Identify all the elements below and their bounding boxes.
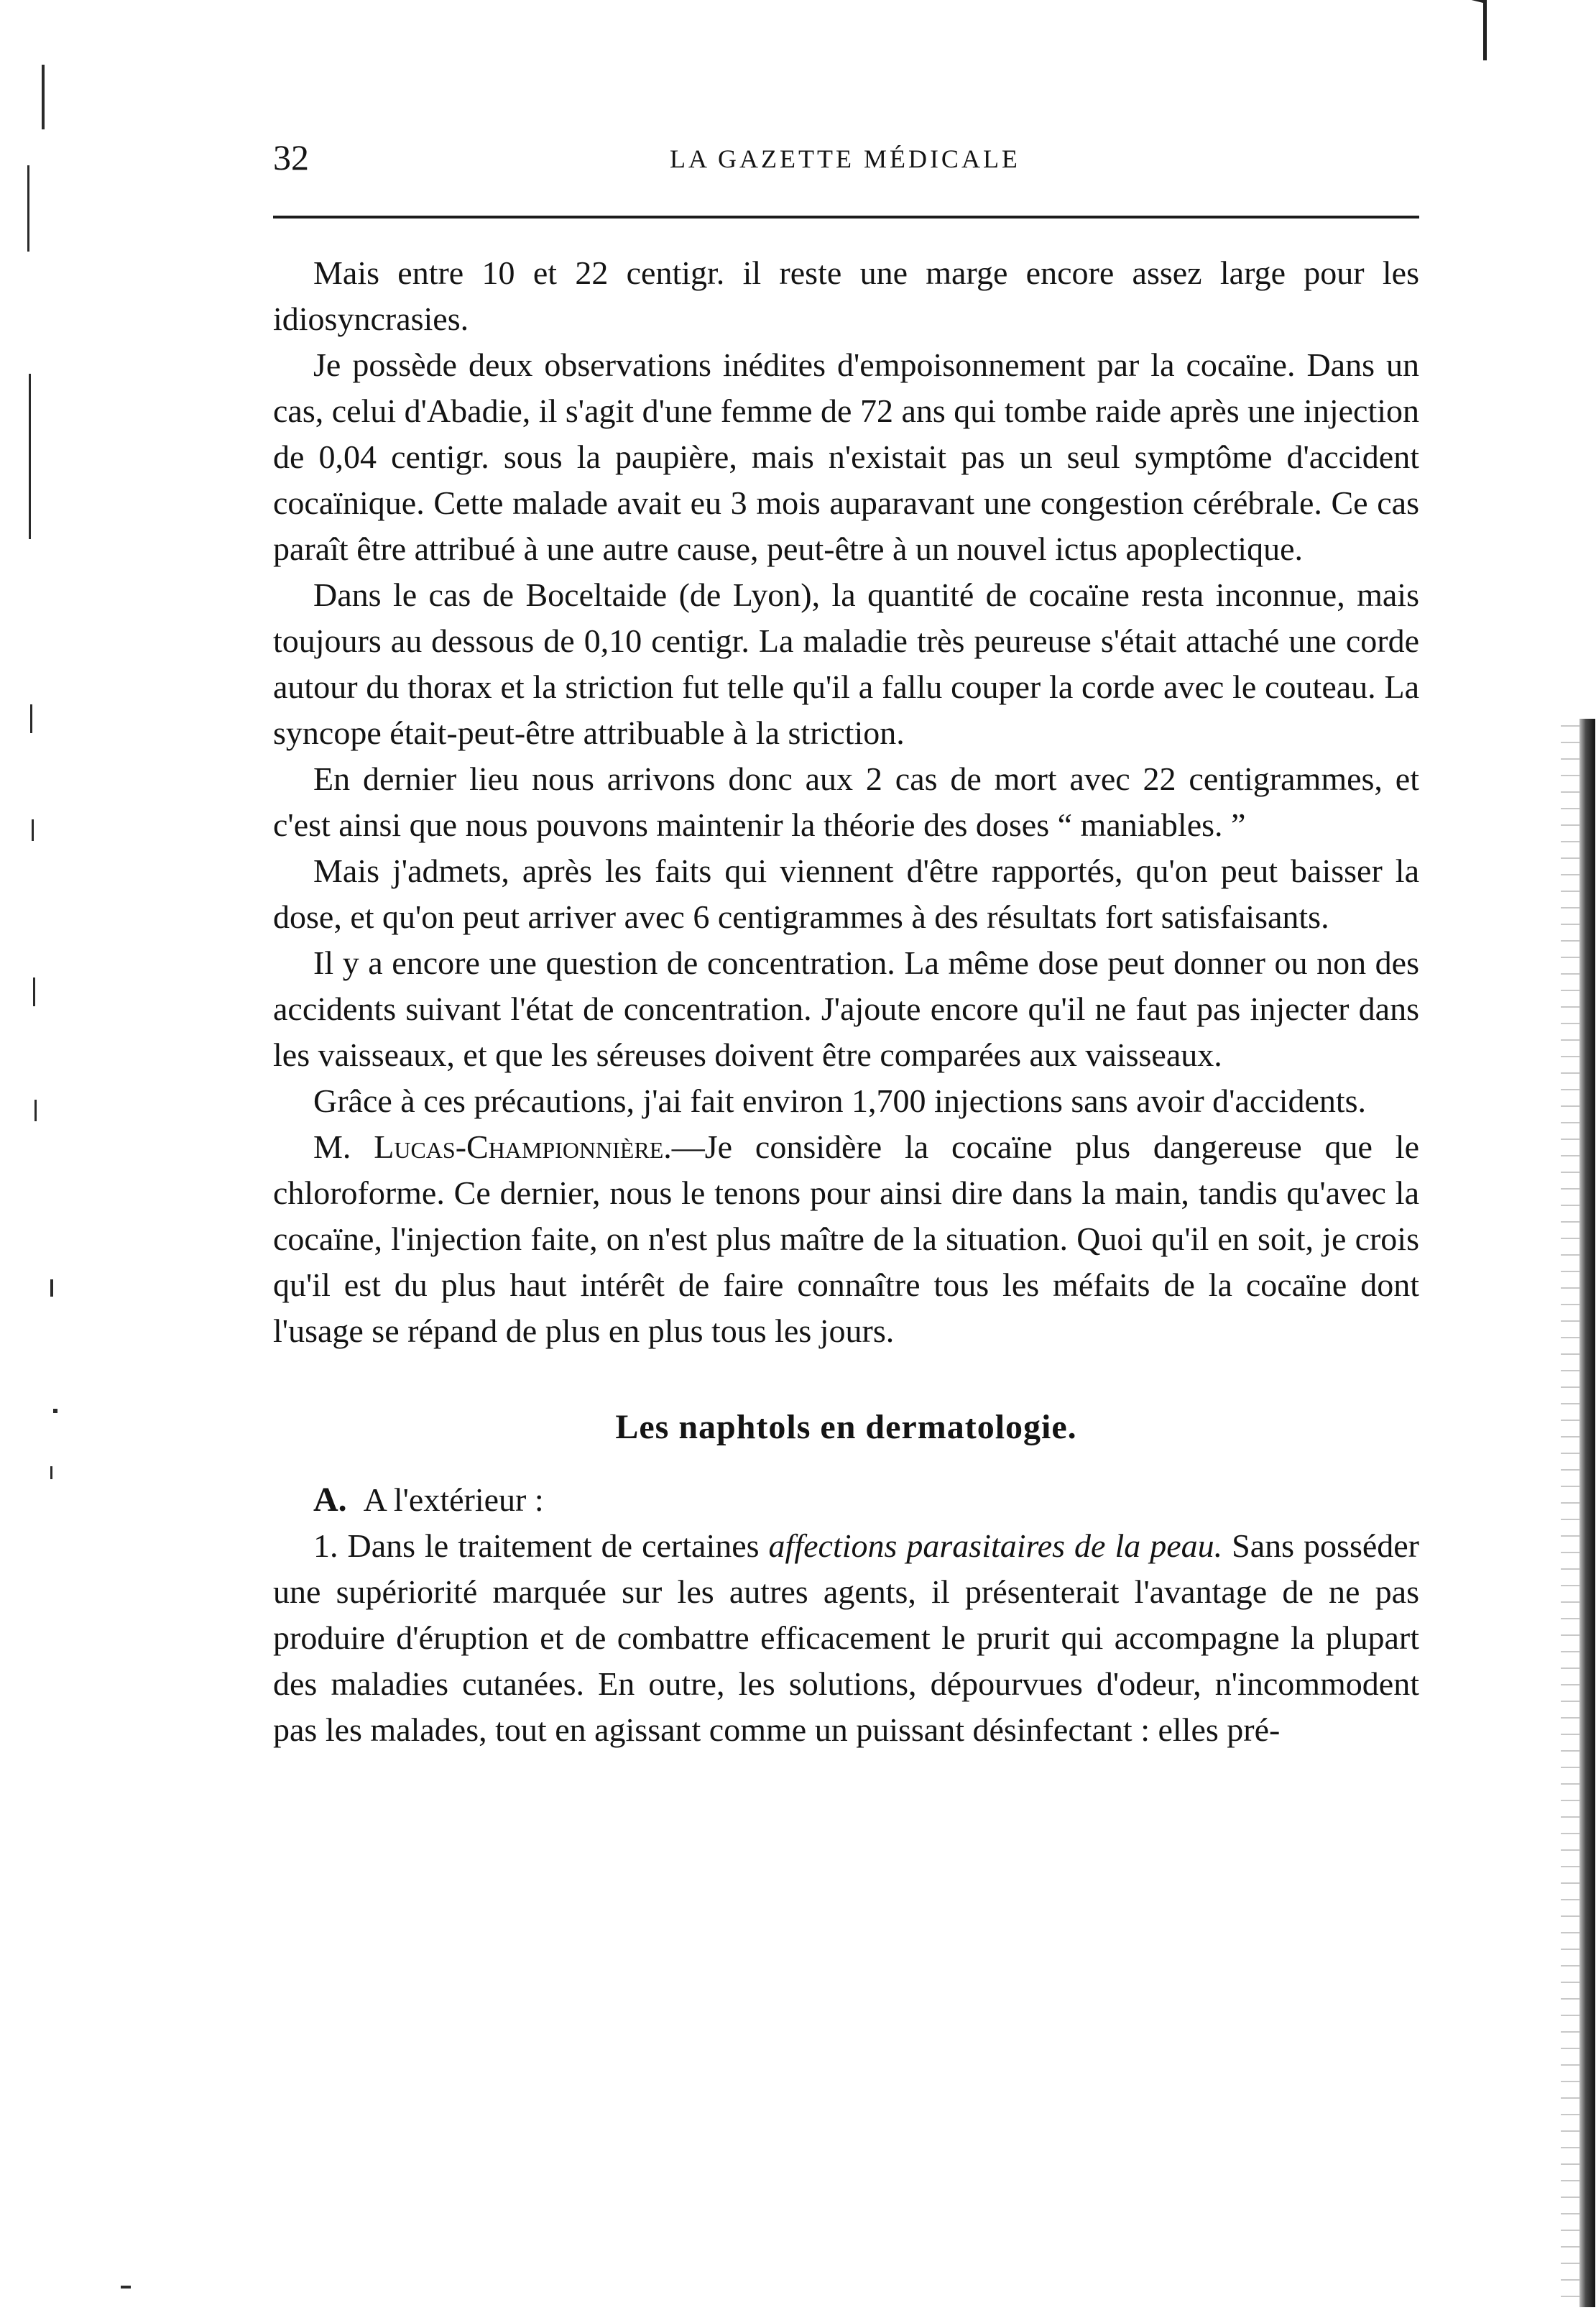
speaker-name: M. Lucas-Championnière. xyxy=(313,1128,672,1165)
paragraph: Mais entre 10 et 22 centigr. il reste une marge encore assez large pour les idiosyncrasies. xyxy=(273,254,1419,337)
item-intro: Dans le traitement de certaines xyxy=(347,1527,769,1564)
header-rule xyxy=(273,216,1419,218)
speech-text: —Je considère la cocaïne plus dangereuse que le chloroforme. Ce dernier, nous le tenons pour ainsi dire dans la main, tandis qu'avec la cocaïne, l'injection faite, on n'est plus maître de la situation. Quoi qu'il en soit, je crois qu'il est du plus haut intérêt de faire connaître tous les méfaits de la cocaïne dont l'usage se répand de plus en plus tous les jours. xyxy=(273,1128,1419,1349)
section-title: Les naphtols en dermatologie. xyxy=(615,1408,1077,1446)
scan-page-edge xyxy=(1561,719,1595,2307)
body-text xyxy=(273,250,1419,1753)
subsection-text: A l'extérieur : xyxy=(363,1481,544,1518)
item-rest: Sans posséder une supériorité marquée sur les autres agents, il présenterait l'avantage de ne pas produire d'éruption et de combattre efficacement le prurit qui accompagne la plupart des maladies cutanées. En outre, les solutions, dépourvues d'odeur, n'incommodent pas les malades, tout en agissant comme un puissant désinfectant : elles pré- xyxy=(273,1527,1419,1748)
paragraph: Mais j'admets, après les faits qui viennent d'être rapportés, qu'on peut baisser la dose, et qu'on peut arriver avec 6 centigrammes à des résultats fort satisfaisants. xyxy=(273,852,1419,935)
paragraph: Grâce à ces précautions, j'ai fait environ 1,700 injections sans avoir d'accidents. xyxy=(313,1082,1367,1119)
list-item xyxy=(273,1523,1419,1753)
page-number: 32 xyxy=(273,137,309,178)
running-title: LA GAZETTE MÉDICALE xyxy=(670,144,1020,173)
paragraph: Il y a encore une question de concentration. La même dose peut donner ou non des accidents suivant l'état de concentration. J'ajoute encore qu'il ne faut pas injecter dans les vaisseaux, et que les séreuses doivent être comparées aux vaisseaux. xyxy=(273,944,1419,1073)
subsection-label: A. xyxy=(313,1481,347,1519)
speech-paragraph xyxy=(273,1124,1419,1354)
paragraph: Dans le cas de Boceltaide (de Lyon), la quantité de cocaïne resta inconnue, mais toujours au dessous de 0,10 centigr. La maladie très peureuse s'était attaché une corde autour du thorax et la striction fut telle qu'il a fallu couper la corde avec le couteau. La syncope était-peut-être attribuable à la striction. xyxy=(273,576,1419,751)
scan-margin-marks xyxy=(13,58,63,2286)
page-header xyxy=(273,137,1408,180)
paragraph: Je possède deux observations inédites d'empoisonnement par la cocaïne. Dans un cas, celui d'Abadie, il s'agit d'une femme de 72 ans qui tombe raide après une injection de 0,04 centigr. sous la paupière, mais n'existait pas un seul symptôme d'accident cocaïnique. Cette malade avait eu 3 mois auparavant une congestion cérébrale. Ce cas paraît être attribué à une autre cause, peut-être à un nouvel ictus apoplectique. xyxy=(273,346,1419,567)
subsection-heading xyxy=(273,1477,1419,1523)
item-italic: affections parasitaires de la peau. xyxy=(768,1527,1223,1564)
item-number: 1. xyxy=(313,1527,338,1564)
scan-corner-mark xyxy=(1477,0,1487,60)
paragraph: En dernier lieu nous arrivons donc aux 2 cas de mort avec 22 centigrammes, et c'est ainsi que nous pouvons maintenir la théorie des doses “ maniables. ” xyxy=(273,760,1419,843)
